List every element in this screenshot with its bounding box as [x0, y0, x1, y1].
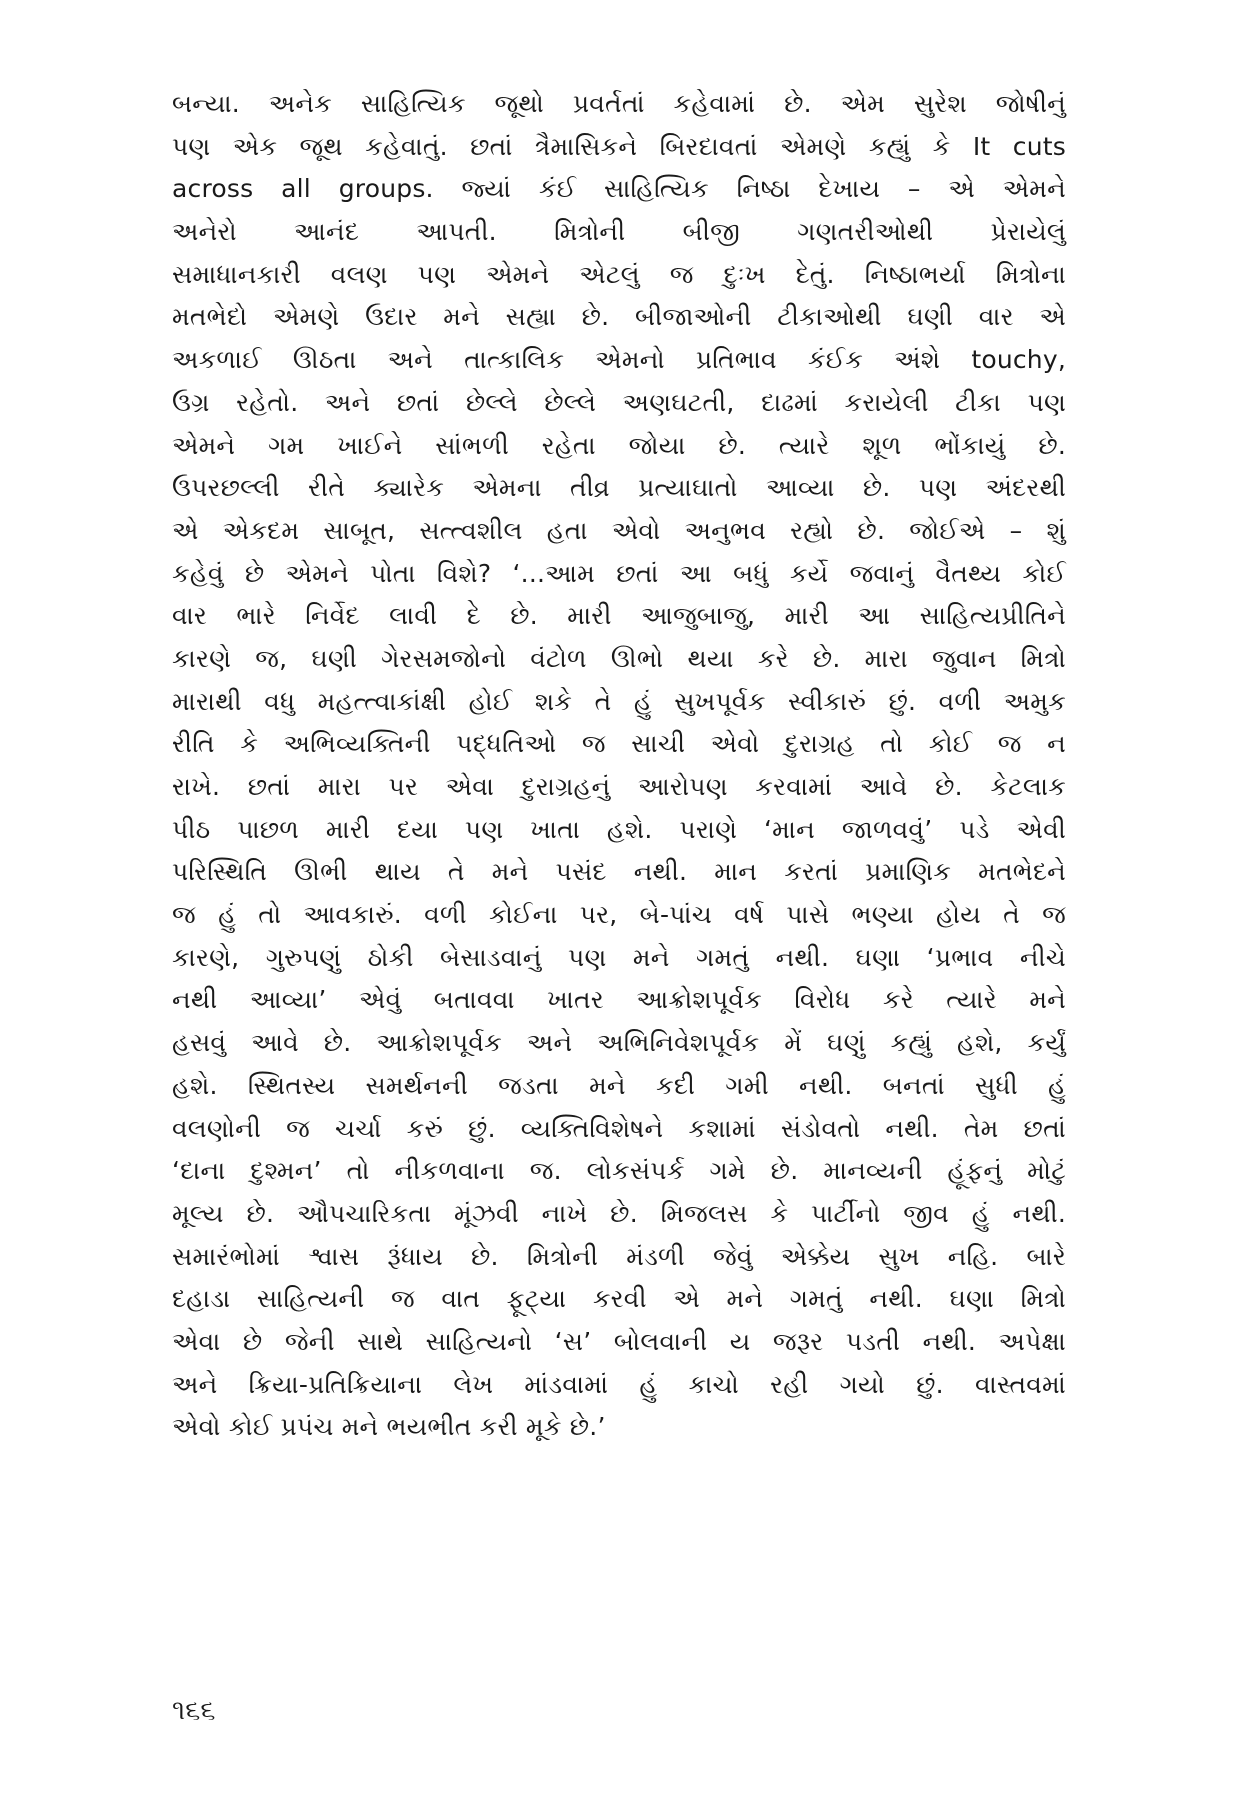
text-line: પણ એક જૂથ કહેવાતું. છતાં ત્રૈમાસિકને બિરદાવતાં એમણે કહ્યું કે It cuts [172, 131, 1066, 161]
text-line: રીતિ કે અભિવ્યક્તિની પદ્ધતિઓ જ સાચી એવો દુરાગ્રહ તો કોઈ જ ન [172, 729, 1066, 759]
text-line: જ હું તો આવકારું. વળી કોઈના પર, બે-પાંચ વર્ષ પાસે ભણ્યા હોય તે જ [172, 900, 1066, 930]
text-line: બન્યા. અનેક સાહિત્યિક જૂથો પ્રવર્તતાં કહેવામાં છે. એમ સુરેશ જોષીનું [172, 89, 1066, 118]
text-line: કહેવું છે એમને પોતા વિશે? ‘...આમ છતાં આ બધું કર્યે જવાનું વૈતથ્ય કોઈ [172, 558, 1066, 588]
text-line: પીઠ પાછળ મારી દયા પણ ખાતા હશે. પરાણે ‘માન જાળવવું’ પડે એવી [172, 814, 1066, 844]
text-line: across all groups. જ્યાં કંઈ સાહિત્યિક નિષ્ઠા દેખાય – એ એમને [172, 174, 1066, 204]
body-text [172, 83, 1066, 1449]
text-line: સમારંભોમાં શ્વાસ રૂંધાય છે. મિત્રોની મંડળી જેવું એક્કેય સુખ નહિ. બારે [172, 1241, 1066, 1271]
text-line: મતભેદો એમણે ઉદાર મને સહ્યા છે. બીજાઓની ટીકાઓથી ઘણી વાર એ [172, 302, 1066, 332]
text-line: અને ક્રિયા-પ્રતિક્રિયાના લેખ માંડવામાં હું કાચો રહી ગયો છું. વાસ્તવમાં [172, 1369, 1066, 1399]
text-line: એવા છે જેની સાથે સાહિત્યનો ‘સ’ બોલવાની ય જરૂર પડતી નથી. અપેક્ષા [172, 1326, 1066, 1356]
text-line: રાખે. છતાં મારા પર એવા દુરાગ્રહનું આરોપણ કરવામાં આવે છે. કેટલાક [172, 772, 1066, 801]
text-line: ‘દાના દુશ્મન’ તો નીકળવાના જ. લોકસંપર્ક ગમે છે. માનવ્યની હૂંફનું મોટું [172, 1156, 1066, 1186]
text-line: અનેરો આનંદ આપતી. મિત્રોની બીજી ગણતરીઓથી પ્રેરાયેલું [172, 217, 1066, 247]
text-line: પરિસ્થિતિ ઊભી થાય તે મને પસંદ નથી. માન કરતાં પ્રમાણિક મતભેદને [172, 857, 1066, 887]
text-line: અકળાઈ ઊઠતા અને તાત્કાલિક એમનો પ્રતિભાવ કંઈક અંશે touchy, [172, 345, 1066, 375]
text-line: ઉપરછલ્લી રીતે ક્યારેક એમના તીવ્ર પ્રત્યાઘાતો આવ્યા છે. પણ અંદરથી [172, 473, 1066, 503]
text-line: એવો કોઈ પ્રપંચ મને ભયભીત કરી મૂકે છે.’ [172, 1412, 606, 1442]
text-line: કારણે જ, ઘણી ગેરસમજોનો વંટોળ ઊભો થયા કરે છે. મારા જુવાન મિત્રો [172, 643, 1066, 673]
text-line: એ એકદમ સાબૂત, સત્ત્વશીલ હતા એવો અનુભવ રહ્યો છે. જોઈએ – શું [172, 515, 1066, 545]
text-line: હશે. સ્થિતસ્ય સમર્થનની જડતા મને કદી ગમી નથી. બનતાં સુધી હું [172, 1070, 1066, 1100]
page-number: ૧૬૬ [172, 1695, 216, 1726]
text-line: મૂલ્ય છે. ઔપચારિકતા મૂંઝવી નાખે છે. મિજલસ કે પાર્ટીનો જીવ હું નથી. [172, 1198, 1066, 1228]
text-line: વાર ભારે નિર્વેદ લાવી દે છે. મારી આજુબાજુ, મારી આ સાહિત્યપ્રીતિને [172, 601, 1066, 631]
text-line: સમાધાનકારી વલણ પણ એમને એટલું જ દુઃખ દેતું. નિષ્ઠાભર્યા મિત્રોના [172, 259, 1066, 289]
text-line: હસવું આવે છે. આક્રોશપૂર્વક અને અભિનિવેશપૂર્વક મેં ઘણું કહ્યું હશે, કર્યું [172, 1028, 1066, 1058]
text-line: એમને ગમ ખાઈને સાંભળી રહેતા જોયા છે. ત્યારે શૂળ ભોંકાયું છે. [172, 430, 1066, 460]
text-line: દહાડા સાહિત્યની જ વાત ફૂટ્યા કરવી એ મને ગમતું નથી. ઘણા મિત્રો [172, 1284, 1066, 1314]
text-line: ઉગ્ર રહેતો. અને છતાં છેલ્લે છેલ્લે અણઘટતી, દાઢમાં કરાયેલી ટીકા પણ [172, 387, 1066, 417]
text-line: મારાથી વધુ મહત્ત્વાકાંક્ષી હોઈ શકે તે હું સુખપૂર્વક સ્વીકારું છું. વળી અમુક [172, 686, 1066, 716]
text-line: કારણે, ગુરુપણું ઠોકી બેસાડવાનું પણ મને ગમતું નથી. ઘણા ‘પ્રભાવ નીચે [172, 942, 1066, 972]
text-line: વલણોની જ ચર્ચા કરું છું. વ્યક્તિવિશેષને કશામાં સંડોવતો નથી. તેમ છતાં [172, 1113, 1066, 1143]
text-line: નથી આવ્યા’ એવું બતાવવા ખાતર આક્રોશપૂર્વક વિરોધ કરે ત્યારે મને [172, 985, 1066, 1015]
